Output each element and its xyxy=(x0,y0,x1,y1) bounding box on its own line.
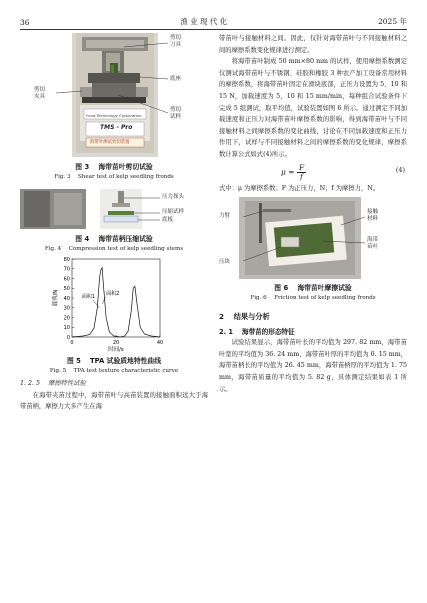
section-title: 摩擦特性试验 xyxy=(48,380,86,387)
label-compress-specimen: 压缩试样 xyxy=(162,209,185,215)
formula-body: μ = $\frac{F}{f}$ xyxy=(281,162,305,181)
figure-4-caption-en: Fig. 4 Compression test of kelp seedling stems xyxy=(44,246,184,252)
label-base: 底座 xyxy=(170,76,182,82)
para-right-1: 带苗叶与接触材料之间。因此，仅针对海带苗叶与不同接触材料之间的摩擦系数变化规律进行测定。 xyxy=(219,35,407,54)
label-contact-material: 接触 材料 xyxy=(367,209,379,223)
formula-numerator: F xyxy=(298,162,305,172)
para-friction: 在海带夹苗过程中，海带苗叶与高苗装置的接触面积远大于海带苗柄，摩擦力大多产生在海 xyxy=(20,391,208,411)
device-model: TMS - Pro xyxy=(100,124,133,131)
figure-6-caption-en: Fig. 6 Friction test of kelp seedling fronds xyxy=(250,295,376,302)
label-slider: 压块 xyxy=(219,259,231,266)
para-right-2: 将海带苗叶制成 50 mm×80 mm 的试样，使用摩擦系数测定仪测试海带苗叶与不锈钢、硅胶和橡胶 3 种农产加工设备常用材料的摩擦系数，将海带苗叶固定在滑块底部，正压力设置为 5、10 和 15 N，加载速度为 5、10 和 15 mm/min，每种组合试验条件下完成 5 组测试，取平均值，试验装置如图 6 所示。通过测定不同加载速度和正压力对海带苗叶摩擦系数的影响，得到海带苗叶与不同接触材料之间摩擦系数的变化曲线，讨论在不同加载速度和正压力作用下，试样与不同接触材料之间的摩擦系数的变化规律，摩擦系数计算公式如式(4)所示。 xyxy=(219,58,407,158)
section-2-heading: 2 结果与分析 xyxy=(219,312,270,322)
device-label-bottom: 海带叶测试剪切装置 xyxy=(90,140,130,145)
figure-5-caption-en: Fig. 5 TPA test texture characteristic curve xyxy=(49,368,179,374)
formula-4 xyxy=(219,161,407,183)
y-tick-label: 20 xyxy=(63,315,70,322)
y-tick-label: 10 xyxy=(63,325,70,332)
tpa-series-line xyxy=(72,268,160,337)
y-axis-label: 载荷/N xyxy=(53,289,59,307)
x-tick-label: 40 xyxy=(156,340,164,346)
tpa-chart xyxy=(20,253,208,353)
y-tick-label: 70 xyxy=(63,266,70,273)
y-tick-label: 50 xyxy=(63,286,70,293)
header-rule xyxy=(20,29,407,30)
figure-5 xyxy=(20,253,208,378)
formula-number: (4) xyxy=(395,165,405,174)
figure-5-caption-cn: 图 5 TPA 试验质地特性曲线 xyxy=(66,357,162,365)
x-axis-label: 时间/s xyxy=(108,347,124,353)
header-year: 2025 年 xyxy=(378,17,407,26)
label-base-plate: 底板 xyxy=(162,217,174,223)
y-tick-label: 30 xyxy=(63,305,70,312)
running-header xyxy=(20,15,407,27)
device-brand: Food Technology Corporation xyxy=(86,113,142,118)
x-tick-label: 20 xyxy=(112,340,120,346)
section-number: 1. 2. 5 xyxy=(20,380,41,387)
annotation-area-2: 面积2 xyxy=(106,291,120,298)
figure-6-caption-cn: 图 6 海带苗叶摩擦试验 xyxy=(274,284,352,293)
annotation-area-1-pointer xyxy=(93,300,99,308)
label-kelp-frond: 海带 苗叶 xyxy=(367,237,379,251)
left-column xyxy=(20,33,208,413)
figure-4 xyxy=(20,189,208,253)
y-tick-label: 40 xyxy=(63,295,70,302)
right-column xyxy=(219,33,407,395)
y-tick-label: 60 xyxy=(63,276,70,283)
x-tick-label: 0 xyxy=(70,340,74,346)
label-probe: 压力探头 xyxy=(162,194,185,200)
formula-note: 式中：μ 为摩擦系数；F 为正压力，N；f 为摩擦力，N。 xyxy=(219,184,380,192)
y-tick-label: 0 xyxy=(66,334,70,341)
para-results: 试验结果显示，海带苗叶长的平均值为 297. 82 mm，海带苗叶宽的平均值为 36. 24 mm，海带苗叶厚的平均值为 0. 15 mm，海带苗柄长的平均值为 26. 45 mm，海带苗柄厚的平均值为 1. 75 mm，海带苗质量的平均值为 5. 82 g，具体测定结果如表 1 所示。 xyxy=(219,339,407,393)
formula-denominator: f xyxy=(300,171,303,181)
label-blade: 剪切 刀具 xyxy=(170,35,182,48)
label-specimen: 剪切 试样 xyxy=(170,107,182,120)
figure-3-caption-en: Fig. 3 Shear test of kelp seedling fronds xyxy=(54,174,174,180)
figure-4-caption-cn: 图 4 海带苗柄压缩试验 xyxy=(75,235,153,243)
journal-name: 渔 业 现 代 化 xyxy=(180,17,228,26)
formula-lhs: μ xyxy=(281,167,286,177)
page-number: 36 xyxy=(20,18,30,27)
figure-3-caption-cn: 图 3 海带苗叶剪切试验 xyxy=(75,163,153,171)
annotation-area-1: 面积1 xyxy=(81,294,96,300)
label-arm: 力臂 xyxy=(219,213,231,220)
label-clamp: 剪切 夹具 xyxy=(34,87,46,100)
section-1-2-5-heading xyxy=(20,378,208,390)
y-tick-label: 80 xyxy=(63,256,70,263)
figure-6 xyxy=(219,197,407,304)
section-2-1-heading: 2. 1 海带苗的形态特征 xyxy=(219,328,295,337)
figure-3 xyxy=(20,33,208,189)
friction-test-photo xyxy=(219,197,407,279)
